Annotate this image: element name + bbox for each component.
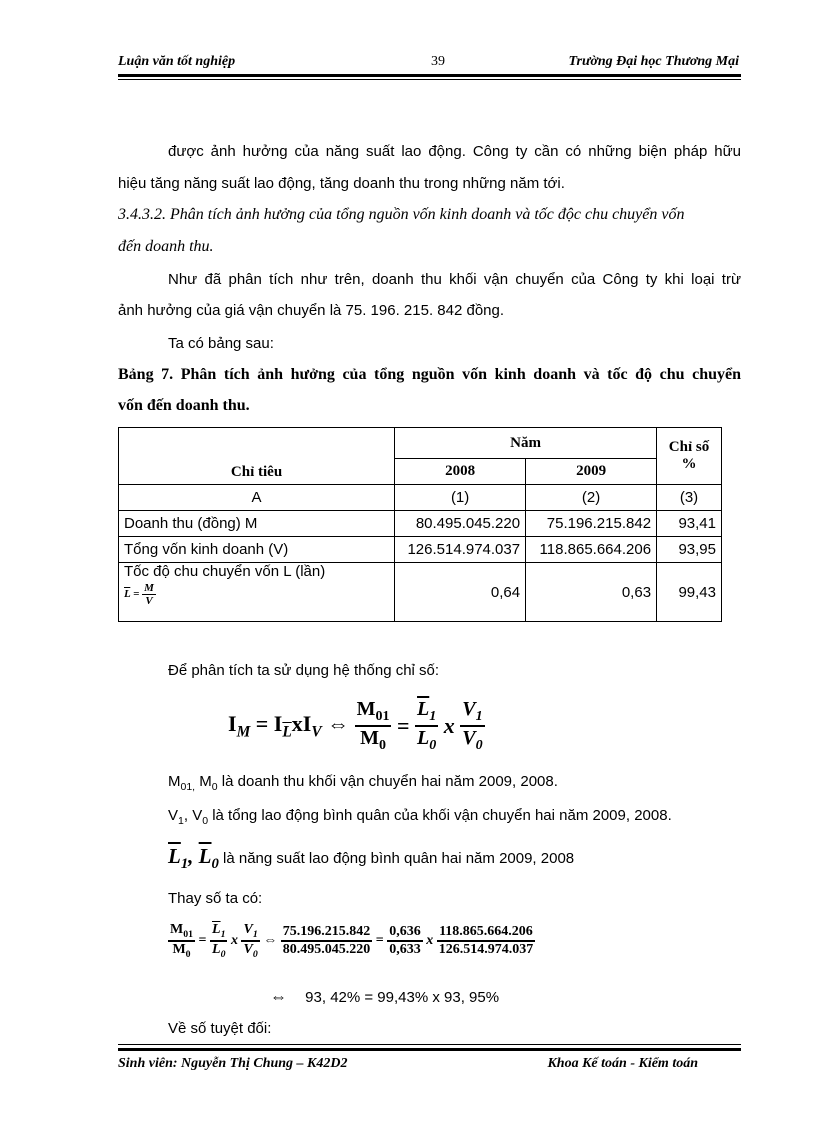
table-row	[119, 511, 722, 537]
substitution-formula: $\frac{M_{01}}{M_0}$ = $\frac{\overline{L}_1}{\overline{L}_0}$ x $\frac{V_1}{V_0}$ ⇔ $\frac{75.196.215.842}{80.495.045.220}$ = $\frac{0,636}{0,633}$ x $\frac{118.865.664.206}{126.514.974.037}$	[170, 922, 534, 960]
row-formula: $\overline{L}$ = $\frac{M}{V}$	[124, 582, 154, 607]
footer-rule-thick	[118, 1048, 741, 1051]
header-year-2008: 2008	[395, 459, 526, 485]
sub-den-m: 80.495.045.220	[282, 941, 371, 957]
footer-rule-thin	[118, 1044, 741, 1045]
header-indicator: Chỉ tiêu	[119, 428, 395, 485]
page-number: 39	[431, 54, 445, 69]
sub-num-v: 118.865.664.206	[437, 924, 536, 942]
result-text: 93, 42% = 99,43% x 93, 95%	[305, 989, 500, 1006]
equiv-icon: ⇔	[270, 987, 287, 1006]
row-index: 99,43	[657, 563, 722, 622]
definition-v-text: là tổng lao động bình quân của khối vận chuyển hai năm 2009, 2008.	[212, 807, 672, 824]
symbol-v: $V_1$, $V_0$	[168, 807, 209, 827]
sub-den-l: 0,633	[389, 941, 421, 957]
row-value-2008: 0,64	[395, 563, 526, 622]
paragraph-2-line-1: Như đã phân tích như trên, doanh thu khối vận chuyển của Công ty khi loại trừ	[168, 271, 741, 288]
page-header	[118, 54, 741, 76]
footer-left: Sinh viên: Nguyễn Thị Chung – K42D2	[118, 1056, 348, 1071]
result-line	[270, 987, 720, 1008]
footer-right: Khoa Kế toán - Kiểm toán	[547, 1056, 698, 1071]
paragraph-1-line-1: được ảnh hưởng của năng suất lao động. Công ty cần có những biện pháp hữu	[168, 143, 741, 160]
row-label: Doanh thu (đồng) M	[119, 511, 395, 537]
sub-num-l: 0,636	[387, 924, 423, 942]
definition-m-text: là doanh thu khối vận chuyển hai năm 2009, 2008.	[221, 773, 558, 790]
definition-l	[168, 846, 728, 874]
row-value-2009: 0,63	[526, 563, 657, 622]
header-year: Năm	[395, 428, 657, 459]
sub-den-v: 126.514.974.037	[438, 941, 534, 957]
header-index-label: Chỉ số	[668, 439, 710, 455]
table-code-row	[119, 485, 722, 511]
row-value-2009: 75.196.215.842	[526, 511, 657, 537]
table-caption-line-2: vốn đến doanh thu.	[118, 397, 250, 414]
paragraph-2-line-2: ảnh hưởng của giá vận chuyển là 75. 196. 215. 842 đồng.	[118, 302, 505, 319]
header-left: Luận văn tốt nghiệp	[118, 54, 236, 69]
symbol-l: $\overline{L}_1$, $\overline{L}_0$	[168, 844, 219, 873]
section-heading-line-2: đến doanh thu.	[118, 238, 214, 255]
table-caption-line-1: Bảng 7. Phân tích ảnh hưởng của tổng nguồn vốn kinh doanh và tốc độ chu chuyển	[118, 366, 741, 383]
header-year-2009: 2009	[526, 459, 657, 485]
code-a: A	[119, 485, 395, 511]
index-system-formula: $I_M = I_{\overline{L}}xI_V$ ⇔ $\frac{M_{01}}{M_0}$ = $\frac{\overline{L}_1}{\overline{L}_0}$ x $\frac{V_1}{V_0}$	[228, 698, 483, 753]
analysis-intro: Để phân tích ta sử dụng hệ thống chỉ số:	[168, 662, 440, 679]
paragraph-1-line-2: hiệu tăng năng suất lao động, tăng doanh thu trong những năm tới.	[118, 175, 565, 192]
substitute-text: Thay số ta có:	[168, 890, 263, 907]
row-value-2008: 126.514.974.037	[395, 537, 526, 563]
code-3: (3)	[657, 485, 722, 511]
row-value-2009: 118.865.664.206	[526, 537, 657, 563]
definition-m	[168, 772, 728, 797]
header-rule-thin	[118, 79, 741, 80]
header-index-unit: %	[681, 456, 697, 472]
analysis-table	[118, 427, 722, 622]
header-rule-thick	[118, 74, 741, 77]
definition-v	[168, 806, 728, 831]
row-value-2008: 80.495.045.220	[395, 511, 526, 537]
table-row	[119, 537, 722, 563]
section-heading-line-1: 3.4.3.2. Phân tích ảnh hưởng của tổng nguồn vốn kinh doanh và tốc độc chu chuyển vốn	[118, 206, 685, 223]
code-2: (2)	[526, 485, 657, 511]
paragraph-3: Ta có bảng sau:	[168, 335, 274, 352]
code-1: (1)	[395, 485, 526, 511]
row-label: Tổng vốn kinh doanh (V)	[119, 537, 395, 563]
row-label-cell	[119, 563, 395, 622]
table-header-row-1	[119, 428, 722, 459]
row-index: 93,95	[657, 537, 722, 563]
definition-l-text: là năng suất lao động bình quân hai năm 2009, 2008	[223, 850, 575, 867]
row-index: 93,41	[657, 511, 722, 537]
header-index	[657, 428, 722, 485]
table-row	[119, 563, 722, 622]
absolute-heading: Về số tuyệt đối:	[168, 1020, 272, 1037]
row-label: Tốc độ chu chuyển vốn L (lần)	[124, 563, 326, 580]
sub-num-m: 75.196.215.842	[281, 924, 373, 942]
symbol-m: $M_{01,}$ $M_0$	[168, 773, 218, 793]
header-right: Trường Đại học Thương Mại	[568, 54, 739, 69]
